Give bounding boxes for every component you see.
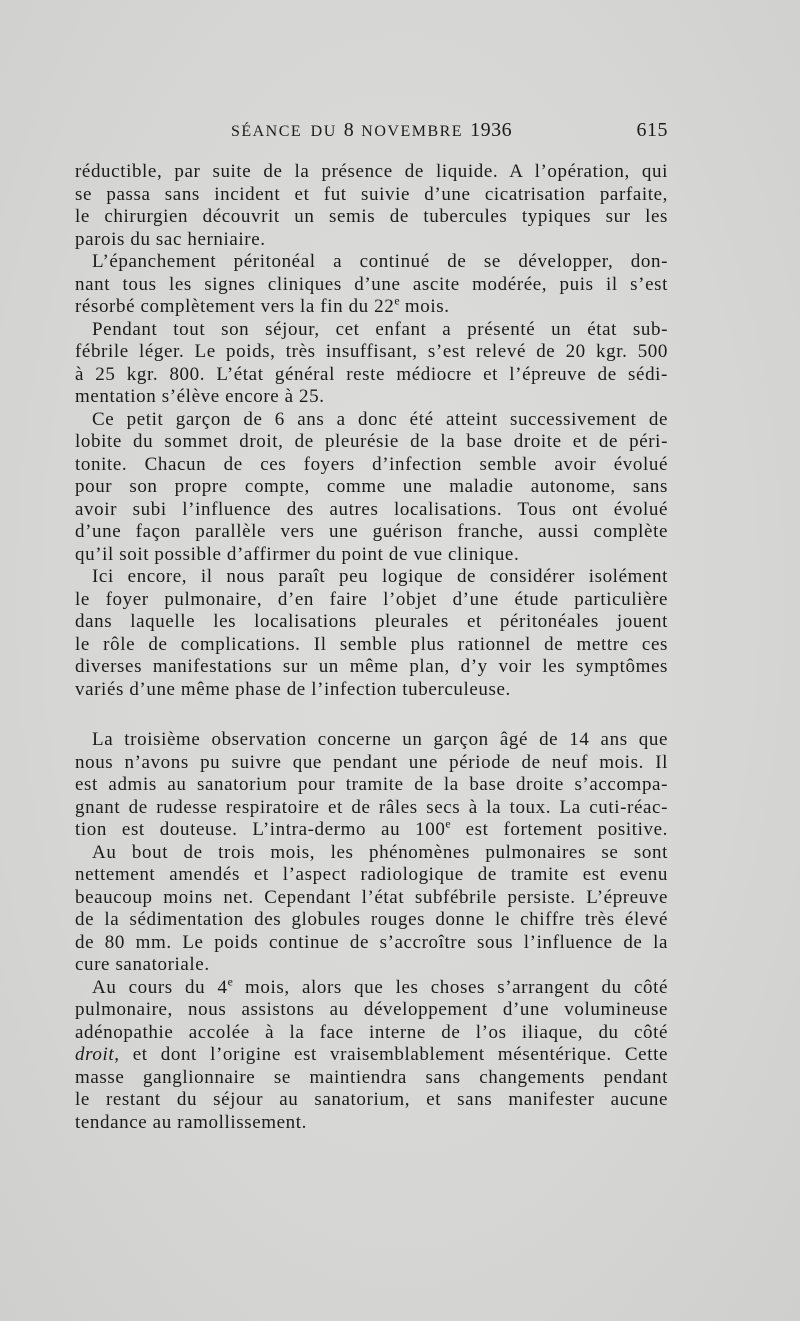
text-line: Ici encore, il nous paraît peu logique de considérer isolément: [92, 566, 668, 587]
text-line: variés d’une même phase de l’infection tuberculeuse.: [75, 678, 511, 700]
text-line: Au bout de trois mois, les phénomènes pulmonaires se sont: [92, 841, 668, 863]
text-line: réductible, par suite de la présence de liquide. A l’opération, qui: [75, 161, 668, 182]
text-line: avoir subi l’influence des autres localisations. Tous ont évolué: [75, 498, 668, 520]
text-fragment: résorbé complètement vers la fin du 22: [75, 296, 395, 317]
text-line: mentation s’élève encore à 25.: [75, 386, 325, 407]
paragraph: [75, 842, 668, 977]
text-fragment: est fortement positive.: [450, 819, 668, 840]
text-line: parois du sac herniaire.: [75, 228, 266, 250]
running-header: [75, 118, 668, 142]
text-section-2: [75, 729, 668, 1134]
superscript: e: [394, 296, 400, 308]
text-line: le restant du séjour au sanatorium, et sans manifester aucune: [75, 1089, 668, 1110]
text-line: nettement amendés et l’aspect radiologique de tramite est evenu: [75, 864, 668, 885]
text-line: tendance au ramollissement.: [75, 1111, 307, 1133]
session-month: NOVEMBRE: [361, 123, 464, 140]
text-line: dans laquelle les localisations pleurales et péritonéales jouent: [75, 611, 668, 632]
text-fragment: Au cours du 4: [92, 976, 228, 998]
text-line: à 25 kgr. 800. L’état général reste médiocre et l’épreuve de sédi-: [75, 363, 668, 385]
text-line: de la sédimentation des globules rouges donne le chiffre très élevé: [75, 909, 668, 930]
paragraph: [75, 566, 668, 701]
text-line: nant tous les signes cliniques d’une ascite modérée, puis il s’est: [75, 273, 668, 295]
text-line: [75, 977, 668, 1000]
text-line: lobite du sommet droit, de pleurésie de la base droite et de péri-: [75, 431, 668, 452]
text-line: le foyer pulmonaire, d’en faire l’objet d’une étude particulière: [75, 588, 668, 610]
paragraph: [75, 977, 668, 1135]
italic-word: droit: [75, 1044, 115, 1065]
text-line: [75, 1044, 668, 1067]
superscript: e: [227, 976, 233, 989]
text-fragment: mois, alors que les choses s’arrangent du côté: [232, 976, 668, 998]
paragraph: [75, 409, 668, 567]
text-line: fébrile léger. Le poids, très insuffisant, s’est relevé de 20 kgr. 500: [75, 341, 668, 362]
session-year: 1936: [470, 119, 513, 141]
text-line: adénopathie accolée à la face interne de l’os iliaque, du côté: [75, 1021, 668, 1043]
text-line: le rôle de complications. Il semble plus rationnel de mettre ces: [75, 633, 668, 655]
text-line: gnant de rudesse respiratoire et de râles secs à la toux. La cuti-réac-: [75, 796, 668, 818]
text-line: nous n’avons pu suivre que pendant une période de neuf mois. Il: [75, 751, 668, 773]
text-line: se passa sans incident et fut suivie d’une cicatrisation parfaite,: [75, 183, 668, 205]
session-label: SÉANCE DU: [230, 123, 337, 140]
text-line: La troisième observation concerne un garçon âgé de 14 ans que: [92, 729, 668, 750]
running-title: [75, 118, 668, 144]
text-line: cure sanatoriale.: [75, 954, 210, 975]
paragraph: [75, 319, 668, 409]
text-line: diverses manifestations sur un même plan, d’y voir les symptômes: [75, 656, 668, 677]
paragraph: [75, 251, 668, 319]
text-line: Ce petit garçon de 6 ans a donc été atteint successivement de: [92, 408, 668, 430]
text-fragment: tion est douteuse. L’intra-dermo au 100: [75, 819, 446, 840]
text-line: est admis au sanatorium pour tramite de la base droite s’accompa-: [75, 774, 668, 795]
text-line: [75, 296, 668, 319]
paragraph: [75, 729, 668, 842]
paragraph: [75, 161, 668, 251]
superscript: e: [445, 819, 451, 831]
page-number: 615: [636, 119, 668, 141]
text-line: pulmonaire, nous assistons au développement d’une volumineuse: [75, 999, 668, 1020]
text-line: beaucoup moins net. Cependant l’état subfébrile persiste. L’épreuve: [75, 886, 668, 908]
text-line: le chirurgien découvrit un semis de tubercules typiques sur les: [75, 206, 668, 227]
text-fragment: mois.: [399, 296, 450, 317]
text-line: [75, 819, 668, 842]
text-line: qu’il soit possible d’affirmer du point de vue clinique.: [75, 543, 520, 565]
text-line: pour son propre compte, comme une maladie autonome, sans: [75, 476, 668, 497]
text-section-1: [75, 161, 668, 701]
text-line: de 80 mm. Le poids continue de s’accroître sous l’influence de la: [75, 931, 668, 953]
session-day: 8: [343, 119, 355, 141]
text-line: L’épanchement péritonéal a continué de se développer, don-: [92, 251, 668, 272]
text-fragment: , et dont l’origine est vraisemblablement mésentérique. Cette: [114, 1044, 668, 1065]
text-line: tonite. Chacun de ces foyers d’infection semble avoir évolué: [75, 453, 668, 475]
text-line: Pendant tout son séjour, cet enfant a présenté un état sub-: [92, 318, 668, 340]
text-line: masse ganglionnaire se maintiendra sans changements pendant: [75, 1066, 668, 1088]
text-line: d’une façon parallèle vers une guérison franche, aussi complète: [75, 521, 668, 542]
